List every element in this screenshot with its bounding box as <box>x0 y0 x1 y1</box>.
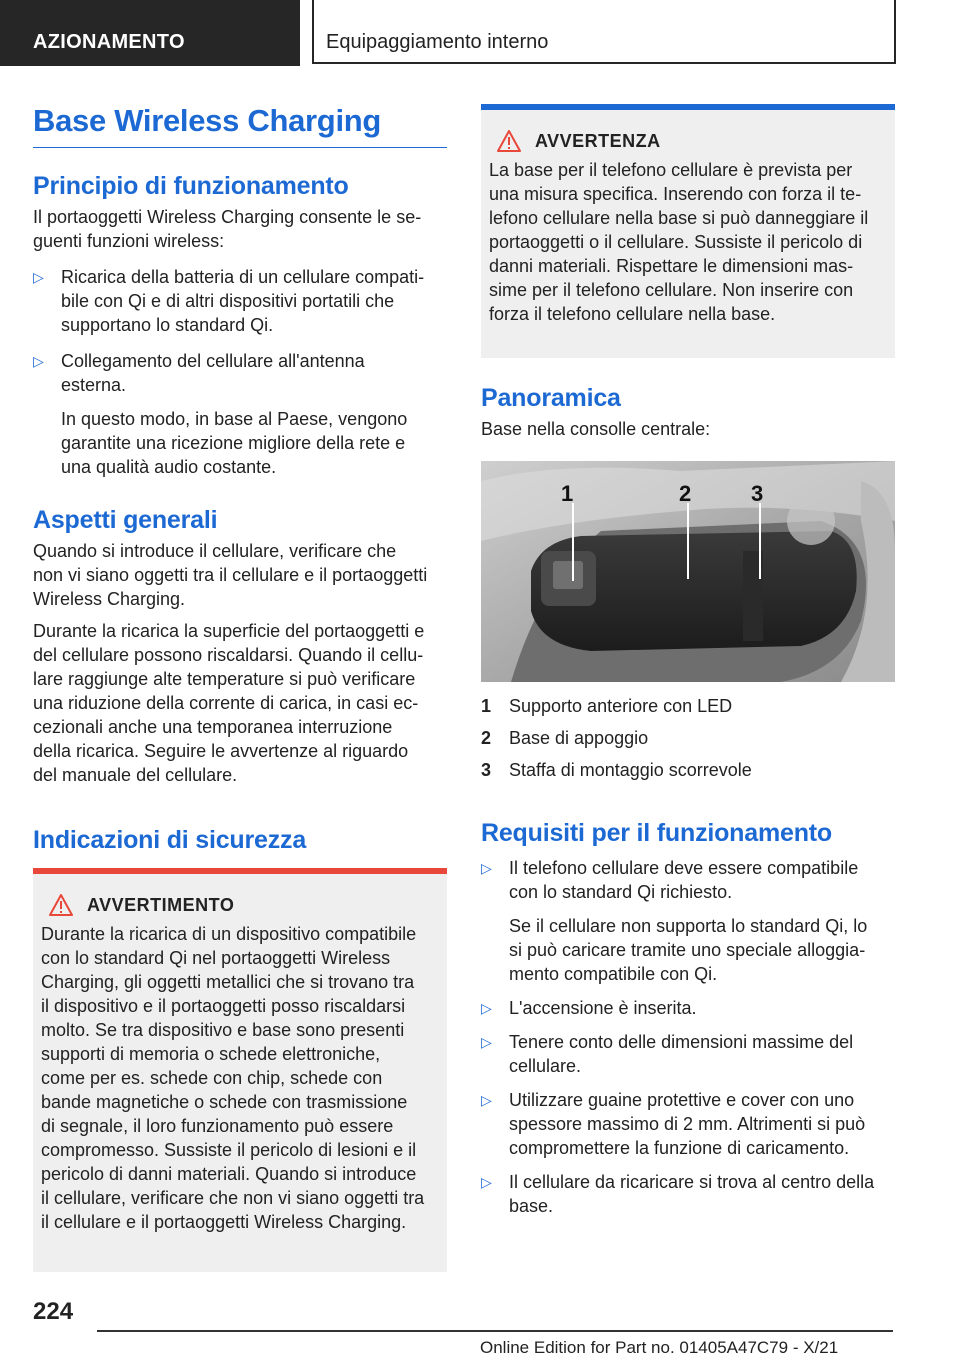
section-requisiti <box>481 819 895 1218</box>
panoramica-sub: Base nella consolle centrale: <box>481 419 711 439</box>
text-line: molto. Se tra dispositivo e base sono presenti <box>41 1020 405 1040</box>
list-line: bile con Qi e di altri dispositivi portatili che <box>61 291 395 311</box>
text-line: lefono cellulare nella base si può danneggiare il <box>489 208 869 228</box>
legend-number: 2 <box>481 728 492 748</box>
text-line: Charging, gli oggetti metallici che si trovano tra <box>41 972 415 992</box>
text-line: non vi siano oggetti tra il cellulare e il portaoggetti <box>33 565 428 585</box>
section-panoramica <box>481 384 895 441</box>
list-item <box>481 1088 895 1160</box>
list-item <box>481 1170 895 1218</box>
list-line: spessore massimo di 2 mm. Altrimenti si può <box>509 1114 866 1134</box>
text-line: del manuale del cellulare. <box>33 765 238 785</box>
warning-box <box>33 874 447 1272</box>
intro-text <box>33 205 447 253</box>
legend-number: 1 <box>481 696 492 716</box>
heading-sicurezza: Indicazioni di sicurezza <box>33 826 307 854</box>
intro-line: Il portaoggetti Wireless Charging consente le se- <box>33 207 422 227</box>
list-line: In questo modo, in base al Paese, vengono <box>61 409 408 429</box>
section-tab: AZIONAMENTO <box>0 0 300 66</box>
list-line: Tenere conto delle dimensioni massime del <box>509 1032 854 1052</box>
text-line: con lo standard Qi nel portaoggetti Wireless <box>41 948 391 968</box>
chapter-tab: Equipaggiamento interno <box>312 0 896 64</box>
text-line: come per es. schede con chip, schede con <box>41 1068 383 1088</box>
list-line: esterna. <box>61 375 127 395</box>
list-line: Il cellulare da ricaricare si trova al centro della <box>509 1172 875 1192</box>
page-header <box>0 0 960 66</box>
list-item <box>481 856 895 986</box>
triangle-bullet-icon: ▷ <box>481 1174 492 1190</box>
list-line: si può caricare tramite uno speciale alloggia- <box>509 940 866 960</box>
legend-item <box>481 694 895 718</box>
heading-panoramica: Panoramica <box>481 384 621 412</box>
text-line: Durante la ricarica di un dispositivo compatibile <box>41 924 417 944</box>
list-note <box>509 914 867 986</box>
text-line: danni materiali. Rispettare le dimensioni mas- <box>489 256 854 276</box>
text-line: lare raggiunge alte temperature si può verificare <box>33 669 416 689</box>
aspetti-p1 <box>33 539 453 611</box>
edition-text: Online Edition for Part no. 01405A47C79 - X/21 <box>480 1338 839 1357</box>
heading-principio: Principio di funzionamento <box>33 172 349 200</box>
legend-item <box>481 726 895 750</box>
callout-2: 2 <box>679 481 692 506</box>
legend-number: 3 <box>481 760 492 780</box>
intro-line: guenti funzioni wireless: <box>33 231 225 251</box>
text-line: della ricarica. Seguire le avvertenze al riguardo <box>33 741 409 761</box>
heading-requisiti: Requisiti per il funzionamento <box>481 819 832 847</box>
list-note <box>61 407 407 479</box>
notice-header <box>497 130 887 152</box>
warning-text <box>41 922 439 1234</box>
warning-triangle-icon <box>49 894 73 916</box>
text-line: bande magnetiche o schede con trasmissione <box>41 1092 408 1112</box>
warning-header <box>49 894 439 916</box>
text-line: supporti di memoria o schede elettroniche, <box>41 1044 381 1064</box>
page-number: 224 <box>33 1298 74 1325</box>
text-line: Quando si introduce il cellulare, verificare che <box>33 541 397 561</box>
list-line: Se il cellulare non supporta lo standard Qi, lo <box>509 916 868 936</box>
legend-text: Staffa di montaggio scorrevole <box>509 760 752 780</box>
aspetti-p2 <box>33 619 453 787</box>
list-line: compromettere la funzione di caricamento. <box>509 1138 850 1158</box>
legend-text: Base di appoggio <box>509 728 649 748</box>
triangle-bullet-icon: ▷ <box>33 269 44 285</box>
list-line: Collegamento del cellulare all'antenna <box>61 351 365 371</box>
list-line: una qualità audio costante. <box>61 457 277 477</box>
footer-divider <box>97 1330 893 1332</box>
text-line: Durante la ricarica la superficie del portaoggetti e <box>33 621 425 641</box>
list-item <box>33 265 447 337</box>
console-photo <box>481 461 895 682</box>
legend-list <box>481 694 895 782</box>
section-aspetti <box>33 506 453 787</box>
text-line: portaoggetti o il cellulare. Sussiste il pericolo di <box>489 232 863 252</box>
text-line: sime per il telefono cellulare. Non inserire con <box>489 280 854 300</box>
legend-item <box>481 758 895 782</box>
text-line: pericolo di danni materiali. Quando si introduce <box>41 1164 417 1184</box>
text-line: compromesso. Sussiste il pericolo di lesioni e il <box>41 1140 417 1160</box>
section-principio <box>33 172 447 479</box>
notice-title: AVVERTENZA <box>535 130 661 151</box>
list-line: Ricarica della batteria di un cellulare compati- <box>61 267 425 287</box>
list-item <box>481 996 895 1020</box>
text-line: cezionali anche una temporanea interruzione <box>33 717 393 737</box>
callout-1: 1 <box>561 481 574 506</box>
list-line: mento compatibile con Qi. <box>509 964 718 984</box>
list-line: supportano lo standard Qi. <box>61 315 274 335</box>
list-line: garantite una ricezione migliore della rete e <box>61 433 406 453</box>
callout-3: 3 <box>751 481 764 506</box>
page-title: Base Wireless Charging <box>33 103 447 148</box>
list-line: Utilizzare guaine protettive e cover con uno <box>509 1090 855 1110</box>
list-line: L'accensione è inserita. <box>509 998 697 1018</box>
list-line: cellulare. <box>509 1056 582 1076</box>
heading-aspetti: Aspetti generali <box>33 506 218 534</box>
triangle-bullet-icon: ▷ <box>481 860 492 876</box>
warning-triangle-icon <box>497 130 521 152</box>
text-line: La base per il telefono cellulare è prevista per <box>489 160 853 180</box>
list-line: Il telefono cellulare deve essere compatibile <box>509 858 859 878</box>
legend-text: Supporto anteriore con LED <box>509 696 733 716</box>
list-item <box>481 1030 895 1078</box>
text-line: il cellulare, verificare che non vi siano oggetti tra <box>41 1188 425 1208</box>
text-line: una riduzione della corrente di carica, in casi ec- <box>33 693 419 713</box>
list-line: base. <box>509 1196 554 1216</box>
list-item <box>33 349 447 479</box>
triangle-bullet-icon: ▷ <box>33 353 44 369</box>
text-line: Wireless Charging. <box>33 589 186 609</box>
triangle-bullet-icon: ▷ <box>481 1000 492 1016</box>
text-line: del cellulare possono riscaldarsi. Quando il cellu- <box>33 645 424 665</box>
notice-text <box>489 158 887 326</box>
text-line: una misura specifica. Inserendo con forza il te- <box>489 184 862 204</box>
triangle-bullet-icon: ▷ <box>481 1034 492 1050</box>
list-line: con lo standard Qi richiesto. <box>509 882 733 902</box>
section-sicurezza <box>33 826 447 855</box>
notice-box <box>481 110 895 358</box>
triangle-bullet-icon: ▷ <box>481 1092 492 1108</box>
text-line: il cellulare e il portaoggetti Wireless Charging. <box>41 1212 407 1232</box>
text-line: il dispositivo e il portaoggetti posso riscaldarsi <box>41 996 406 1016</box>
text-line: di segnale, il loro funzionamento può essere <box>41 1116 394 1136</box>
text-line: forza il telefono cellulare nella base. <box>489 304 776 324</box>
warning-title: AVVERTIMENTO <box>87 894 235 915</box>
